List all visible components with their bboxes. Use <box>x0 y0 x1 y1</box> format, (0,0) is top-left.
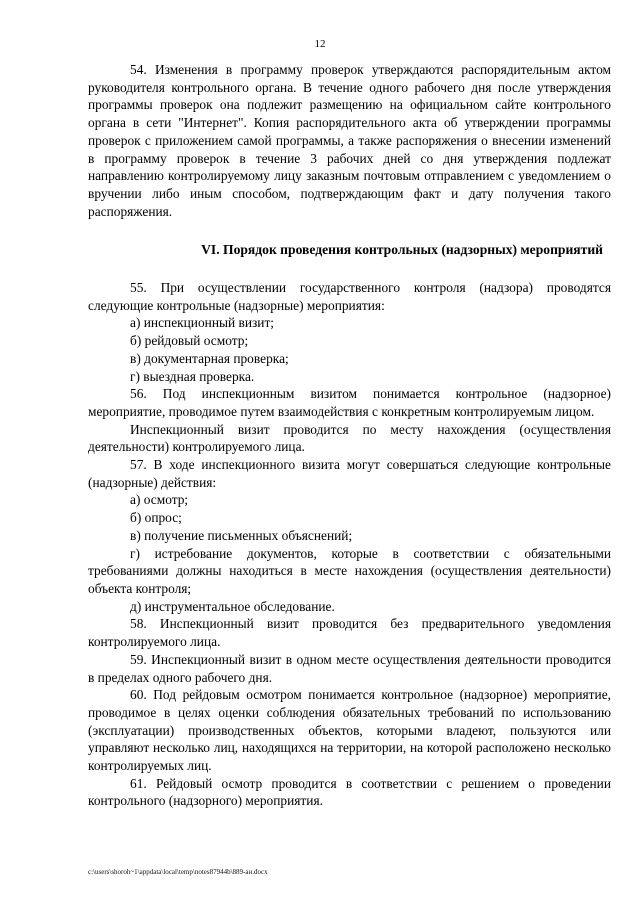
list-item: в) получение письменных объяснений; <box>130 527 353 543</box>
paragraph: 57. В ходе инспекционного визита могут совершаться следующие контрольные (надзорные) действия: <box>88 457 611 490</box>
list-item: б) опрос; <box>130 510 182 526</box>
list-item: а) инспекционный визит; <box>130 315 275 331</box>
paragraph: 58. Инспекционный визит проводится без предварительного уведомления контролируемого лица. <box>88 616 611 650</box>
paragraph: 56. Под инспекционным визитом понимается контрольное (надзорное) мероприятие, проводимое путем взаимодействия с конкретным контролируемым лицом. <box>88 386 611 419</box>
section-before <box>88 61 611 220</box>
paragraph: 59. Инспекционный визит в одном месте осуществления деятельности проводится в пределах одного рабочего дня. <box>88 651 611 685</box>
paragraph: 60. Под рейдовым осмотром понимается контрольное (надзорное) мероприятие, проводимое в целях оценки соблюдения обязательных требований по использованию (эксплуатации) производственных объектов, которыми владеют, пользуются или управляют несколько лиц, находящихся на территории, на которой расположено несколько контролируемых лиц. <box>88 687 611 774</box>
section-heading: VI. Порядок проведения контрольных (надзорных) мероприятий <box>201 242 603 258</box>
paragraph: Инспекционный визит проводится по месту нахождения (осуществления деятельности) контролируемого лица. <box>88 421 611 455</box>
file-path-footer: c:\users\shoroh~1\appdata\local\temp\notes87944b\889-ан.docx <box>88 868 268 876</box>
paragraph: 61. Рейдовый осмотр проводится в соответствии с решением о проведении контрольного (надзорного) мероприятия. <box>88 775 611 809</box>
paragraph: г) истребование документов, которые в соответствии с обязательными требованиями должны находиться в месте нахождения (осуществления деятельности) объекта контроля; <box>88 545 611 596</box>
paragraph: 54. Изменения в программу проверок утверждаются распорядительным актом руководителя контрольного органа. В течение одного рабочего дня после утверждения программы проверок она подлежит размещению на официальном сайте контрольного органа в сети "Интернет". Копия распорядительного акта об утверждении программы проверок с приложением самой программы, а также распоряжения о внесении изменений в программу проверок в течение 3 рабочих дней со дня утверждения подлежат направлению контролируемому лицу заказным почтовым отправлением с уведомлением о вручении либо иным способом, подтверждающим факт и дату получения такого распоряжения. <box>88 62 611 219</box>
page-number: 12 <box>314 38 326 50</box>
list-item: а) осмотр; <box>130 492 189 508</box>
list-item: д) инструментальное обследование. <box>130 598 335 614</box>
section-after <box>88 279 611 810</box>
list-item: г) выездная проверка. <box>130 368 255 384</box>
list-item: б) рейдовый осмотр; <box>130 333 249 349</box>
paragraph: 55. При осуществлении государственного контроля (надзора) проводятся следующие контрольные (надзорные) мероприятия: <box>88 280 611 313</box>
list-item: в) документарная проверка; <box>130 350 289 366</box>
document-body <box>88 61 611 810</box>
